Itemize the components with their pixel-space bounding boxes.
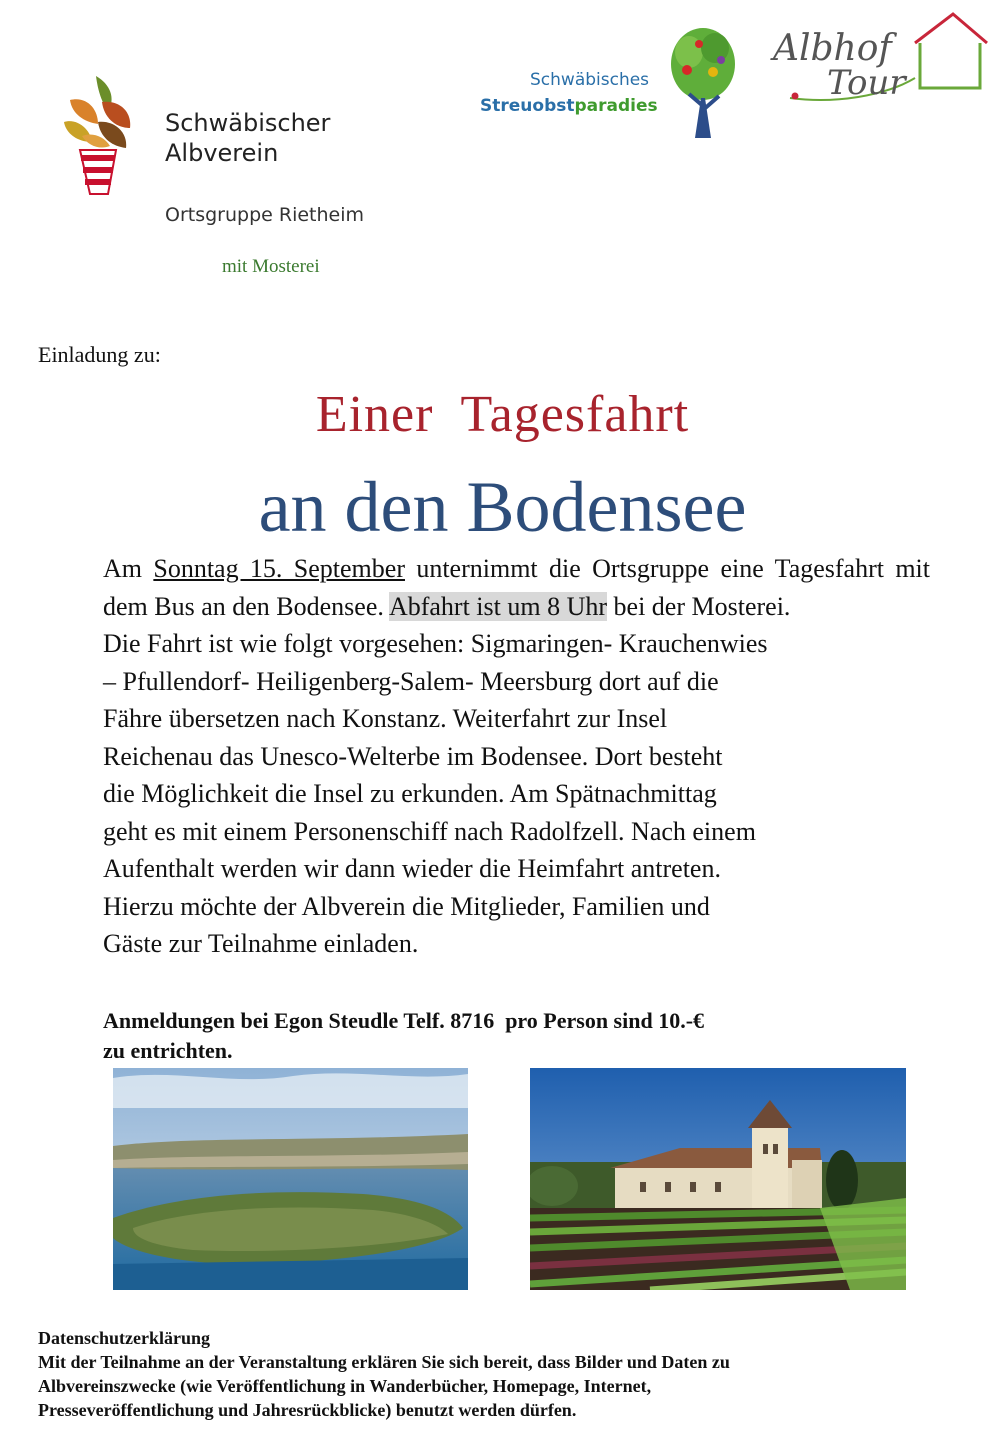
- paragraph-date: [103, 550, 930, 625]
- anmeldung-line-2: zu entrichten.: [103, 1038, 233, 1063]
- departure-highlight: Abfahrt ist um 8 Uhr: [388, 591, 608, 621]
- streuobst-tree-logo-icon: [665, 14, 740, 139]
- streuobst-line-2b: paradies: [574, 96, 658, 116]
- albhof-house-logo-icon: [765, 8, 990, 108]
- title-tagesfahrt: Einer Tagesfahrt: [315, 386, 690, 443]
- streuobst-line-2a: Streuobst: [480, 96, 575, 116]
- streuobst-line-2: [480, 96, 658, 116]
- ortsgruppe-label: Ortsgruppe Rietheim: [165, 204, 365, 226]
- text-mosterei: bei der Mosterei.: [607, 591, 791, 621]
- albverein-leaf-logo-icon: [58, 72, 138, 197]
- einladung-label: Einladung zu:: [38, 342, 161, 367]
- route-line-2: – Pfullendorf- Heiligenberg-Salem- Meersburg dort auf die: [103, 666, 719, 696]
- title-bodensee: an den Bodensee: [258, 467, 747, 547]
- streuobst-line-1: Schwäbisches: [530, 70, 650, 90]
- text-unternimmt: unternimmt die Ortsgruppe eine Tagesfahrt mit dem Bus an den Bodensee.: [103, 554, 931, 621]
- text-am: Am: [103, 554, 154, 583]
- albverein-name: [165, 108, 330, 168]
- route-line-3: Fähre übersetzen nach Konstanz. Weiterfahrt zur Insel: [103, 704, 668, 733]
- route-line-1: Die Fahrt ist wie folgt vorgesehen: Sigmaringen- Krauchenwies: [103, 629, 768, 658]
- route-line-5: die Möglichkeit die Insel zu erkunden. Am Spätnachmittag: [103, 779, 717, 808]
- reichenau-island-photo: [113, 1068, 468, 1290]
- event-date: Sonntag 15. September: [153, 554, 405, 583]
- datenschutz-line-1: Mit der Teilnahme an der Veranstaltung erklären Sie sich bereit, dass Bilder und Daten zu: [38, 1352, 730, 1372]
- reichenau-church-photo: [530, 1068, 906, 1290]
- datenschutz-line-2: Albvereinszwecke (wie Veröffentlichung in Wanderbücher, Homepage, Internet,: [38, 1376, 652, 1396]
- anmeldung-line-1: Anmeldungen bei Egon Steudle Telf. 8716 pro Person sind 10.-€: [103, 1008, 705, 1033]
- albhof-line-2: Tour: [827, 63, 906, 103]
- albverein-line-1: Schwäbischer: [165, 109, 331, 137]
- albhof-line-1: Albhof: [773, 28, 892, 69]
- invitation-body: [103, 550, 930, 963]
- albverein-line-2: Albverein: [165, 139, 279, 167]
- route-line-9: Gäste zur Teilnahme einladen.: [103, 929, 419, 958]
- route-line-7: Aufenthalt werden wir dann wieder die Heimfahrt antreten.: [103, 854, 721, 883]
- datenschutz-heading: Datenschutzerklärung: [38, 1328, 210, 1348]
- route-line-4: Reichenau das Unesco-Welterbe im Bodensee. Dort besteht: [103, 741, 723, 771]
- anmeldung-info: [103, 1006, 933, 1066]
- route-line-8: Hierzu möchte der Albverein die Mitglieder, Familien und: [103, 891, 710, 921]
- datenschutz-line-3: Presseveröffentlichung und Jahresrückblicke) benutzt werden dürfen.: [38, 1400, 577, 1420]
- datenschutz-section: [38, 1326, 968, 1422]
- route-line-6: geht es mit einem Personenschiff nach Radolfzell. Nach einem: [103, 816, 756, 846]
- mosterei-label: mit Mosterei: [222, 256, 320, 277]
